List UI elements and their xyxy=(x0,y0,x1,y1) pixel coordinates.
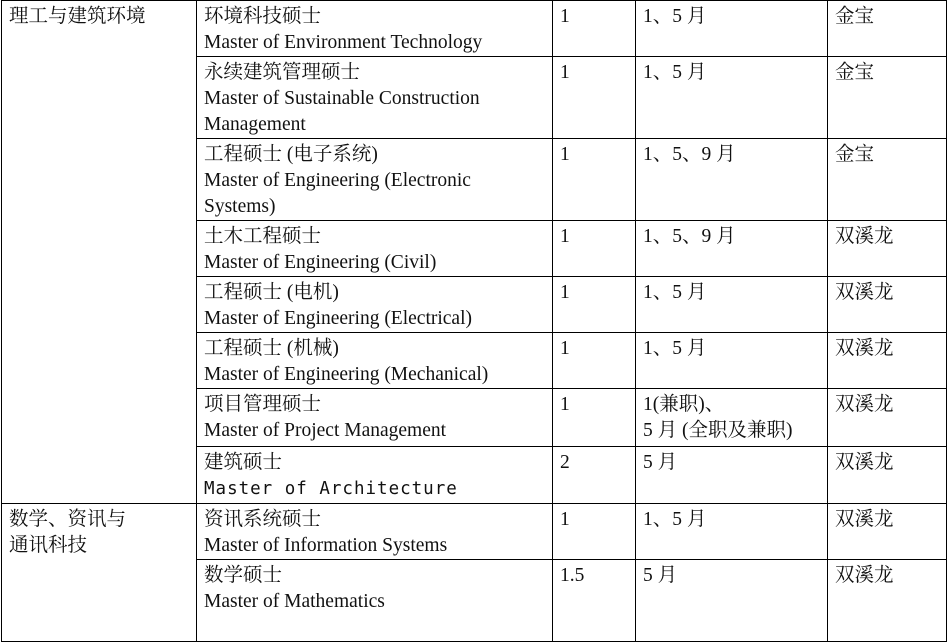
intake-months: 1、5 月 xyxy=(643,509,707,530)
programme-name-cn: 工程硕士 (电机) xyxy=(204,282,339,303)
campus-cell xyxy=(828,560,947,642)
programme-cell xyxy=(197,277,553,333)
programme-cell xyxy=(197,139,553,221)
campus-name: 双溪龙 xyxy=(835,509,894,530)
intake-cell xyxy=(636,277,828,333)
duration-years: 1 xyxy=(560,6,570,27)
campus-cell xyxy=(828,57,947,139)
programme-table xyxy=(1,0,947,642)
intake-months: 1、5、9 月 xyxy=(643,144,736,165)
campus-name: 金宝 xyxy=(835,144,875,165)
programme-cell xyxy=(197,1,553,57)
duration-years: 1 xyxy=(560,282,570,303)
programme-cell xyxy=(197,447,553,504)
programme-cell xyxy=(197,560,553,642)
intake-months: 5 月 xyxy=(643,565,678,586)
campus-name: 双溪龙 xyxy=(835,282,894,303)
faculty-name: 数学、资讯与 xyxy=(9,509,127,530)
intake-months: 1、5 月 xyxy=(643,62,707,83)
programme-name-en: Master of Environment Technology xyxy=(204,32,483,53)
programme-name-cn: 环境科技硕士 xyxy=(204,6,322,27)
table-row xyxy=(2,504,947,560)
campus-name: 金宝 xyxy=(835,6,875,27)
duration-cell xyxy=(553,221,636,277)
intake-months: 1、5 月 xyxy=(643,282,707,303)
duration-cell xyxy=(553,504,636,560)
programme-name-cn: 项目管理硕士 xyxy=(204,394,322,415)
programme-name-en: Master of Mathematics xyxy=(204,591,385,612)
programme-name-en: Master of Architecture xyxy=(204,479,458,499)
duration-cell xyxy=(553,389,636,447)
programme-cell xyxy=(197,504,553,560)
duration-cell xyxy=(553,560,636,642)
duration-years: 1 xyxy=(560,338,570,359)
duration-years: 1.5 xyxy=(560,565,585,586)
duration-cell xyxy=(553,447,636,504)
campus-cell xyxy=(828,333,947,389)
duration-cell xyxy=(553,1,636,57)
faculty-cell xyxy=(2,504,197,642)
campus-cell xyxy=(828,504,947,560)
intake-months: 1、5 月 xyxy=(643,6,707,27)
programme-name-cn: 数学硕士 xyxy=(204,565,283,586)
programme-name-cn: 资讯系统硕士 xyxy=(204,509,322,530)
intake-cell xyxy=(636,560,828,642)
programme-name-cn: 永续建筑管理硕士 xyxy=(204,62,361,83)
table-row xyxy=(2,1,947,57)
campus-name: 双溪龙 xyxy=(835,565,894,586)
faculty-name: 理工与建筑环境 xyxy=(9,6,146,27)
programme-name-en-line2: Systems) xyxy=(204,196,276,217)
faculty-cell xyxy=(2,1,197,504)
intake-cell xyxy=(636,333,828,389)
programme-name-cn: 建筑硕士 xyxy=(204,452,283,473)
intake-months: 1(兼职)、 xyxy=(643,394,725,415)
faculty-name-line2: 通讯科技 xyxy=(9,535,88,556)
intake-months: 1、5、9 月 xyxy=(643,226,736,247)
campus-name: 双溪龙 xyxy=(835,452,894,473)
programme-cell xyxy=(197,57,553,139)
programme-cell xyxy=(197,389,553,447)
campus-name: 金宝 xyxy=(835,62,875,83)
programme-name-en-line2: Management xyxy=(204,114,306,135)
programme-name-en: Master of Engineering (Civil) xyxy=(204,252,437,273)
programme-name-cn: 土木工程硕士 xyxy=(204,226,322,247)
campus-name: 双溪龙 xyxy=(835,338,894,359)
programme-cell xyxy=(197,221,553,277)
campus-name: 双溪龙 xyxy=(835,226,894,247)
campus-cell xyxy=(828,1,947,57)
intake-cell xyxy=(636,447,828,504)
intake-cell xyxy=(636,57,828,139)
duration-years: 1 xyxy=(560,226,570,247)
duration-years: 1 xyxy=(560,509,570,530)
duration-cell xyxy=(553,333,636,389)
intake-months: 5 月 xyxy=(643,452,678,473)
duration-cell xyxy=(553,277,636,333)
programme-name-en: Master of Project Management xyxy=(204,420,447,441)
duration-cell xyxy=(553,139,636,221)
campus-cell xyxy=(828,389,947,447)
duration-years: 1 xyxy=(560,62,570,83)
campus-cell xyxy=(828,277,947,333)
duration-years: 2 xyxy=(560,452,570,473)
intake-cell xyxy=(636,139,828,221)
programme-name-en: Master of Sustainable Construction xyxy=(204,88,480,109)
intake-cell xyxy=(636,1,828,57)
programme-name-en: Master of Engineering (Mechanical) xyxy=(204,364,489,385)
intake-cell xyxy=(636,221,828,277)
campus-cell xyxy=(828,221,947,277)
duration-years: 1 xyxy=(560,144,570,165)
intake-cell xyxy=(636,504,828,560)
intake-months: 1、5 月 xyxy=(643,338,707,359)
programme-name-cn: 工程硕士 (电子系统) xyxy=(204,144,378,165)
duration-years: 1 xyxy=(560,394,570,415)
duration-cell xyxy=(553,57,636,139)
intake-months-line2: 5 月 (全职及兼职) xyxy=(643,420,793,441)
programme-name-cn: 工程硕士 (机械) xyxy=(204,338,339,359)
programme-name-en: Master of Information Systems xyxy=(204,535,448,556)
programme-name-en: Master of Engineering (Electrical) xyxy=(204,308,473,329)
campus-name: 双溪龙 xyxy=(835,394,894,415)
campus-cell xyxy=(828,447,947,504)
programme-name-en: Master of Engineering (Electronic xyxy=(204,170,471,191)
intake-cell xyxy=(636,389,828,447)
programme-cell xyxy=(197,333,553,389)
campus-cell xyxy=(828,139,947,221)
